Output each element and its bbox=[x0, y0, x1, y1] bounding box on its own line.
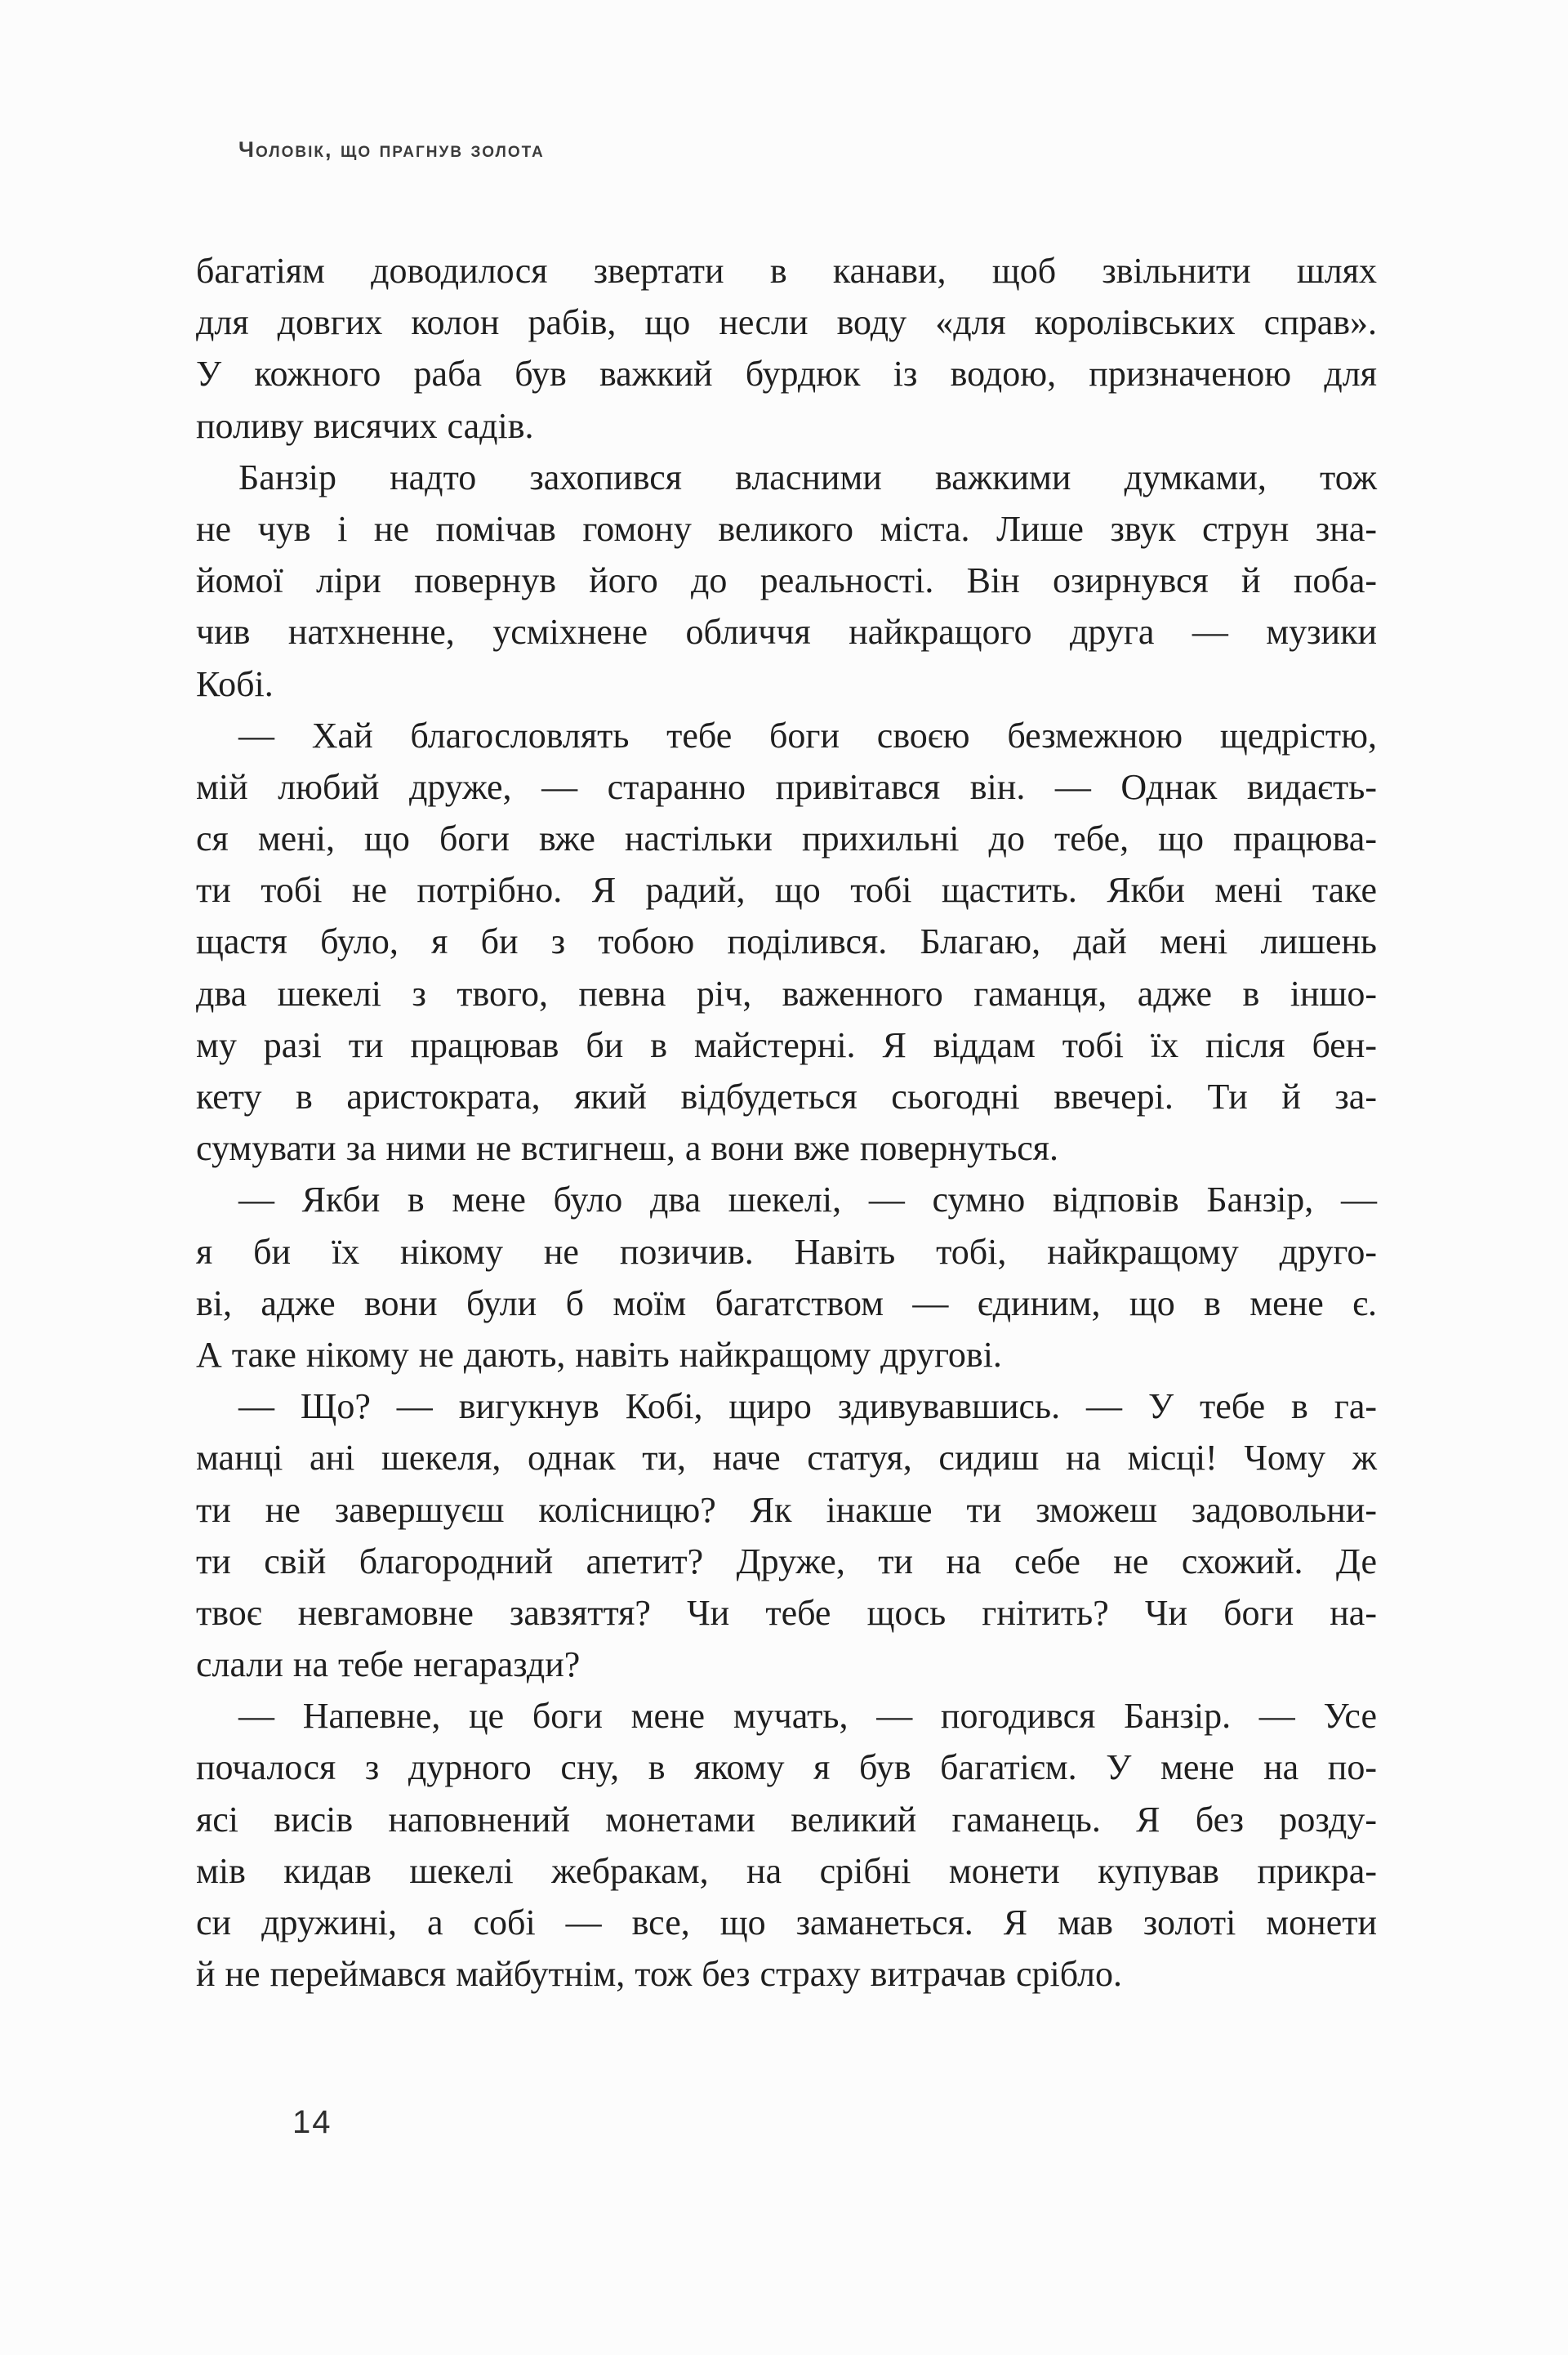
page-body bbox=[196, 245, 1377, 2000]
page-number: 14 bbox=[292, 2104, 332, 2140]
text-line: А таке нікому не дають, навіть найкращому другові. bbox=[196, 1334, 1002, 1375]
text-line: У кожного раба був важкий бурдюк із водою, призначеною для bbox=[196, 354, 1377, 395]
text-line: кету в аристократа, який відбудеться сьогодні ввечері. Ти й за- bbox=[196, 1077, 1377, 1117]
text-line: слали на тебе негаразди? bbox=[196, 1644, 581, 1685]
text-line: — Якби в мене було два шекелі, — сумно відповів Банзір, — bbox=[238, 1180, 1377, 1220]
text-line: манці ані шекеля, однак ти, наче статуя, сидиш на місці! Чому ж bbox=[196, 1438, 1377, 1479]
text-line: му разі ти працював би в майстерні. Я віддам тобі їх після бен- bbox=[196, 1024, 1377, 1065]
text-line: два шекелі з твого, певна річ, важенного гаманця, адже в іншо- bbox=[196, 973, 1377, 1014]
text-line: ти тобі не потрібно. Я радий, що тобі щастить. Якби мені таке bbox=[196, 870, 1377, 911]
text-line: не чув і не помічав гомону великого міста. Лише звук струн зна- bbox=[196, 508, 1377, 549]
text-line: щастя було, я би з тобою поділився. Благаю, дай мені лишень bbox=[196, 921, 1377, 962]
text-line: — Хай благословлять тебе боги своєю безмежною щедрістю, bbox=[238, 715, 1377, 756]
text-line: й не переймався майбутнім, тож без страху витрачав срібло. bbox=[196, 1954, 1122, 1995]
text-line: сумувати за ними не встигнеш, а вони вже повернуться. bbox=[196, 1128, 1059, 1169]
text-line: я би їх нікому не позичив. Навіть тобі, найкращому друго- bbox=[196, 1231, 1377, 1272]
text-line: для довгих колон рабів, що несли воду «для королівських справ». bbox=[196, 302, 1377, 343]
text-line: твоє невгамовне завзяття? Чи тебе щось гнітить? Чи боги на- bbox=[196, 1592, 1377, 1633]
text-line: — Напевне, це боги мене мучать, — погодився Банзір. — Усе bbox=[238, 1696, 1377, 1737]
text-line: ти не завершуєш колісницю? Як інакше ти зможеш задовольни- bbox=[196, 1489, 1377, 1530]
running-header: Чоловік, що прагнув золота bbox=[238, 137, 545, 162]
text-line: — Що? — вигукнув Кобі, щиро здивувавшись. — У тебе в га- bbox=[238, 1386, 1377, 1427]
text-line: почалося з дурного сну, в якому я був багатієм. У мене на по- bbox=[196, 1747, 1377, 1788]
text-line: поливу висячих садів. bbox=[196, 405, 534, 446]
text-line: ясі висів наповнений монетами великий гаманець. Я без розду- bbox=[196, 1799, 1377, 1840]
text-line: ти свій благородний апетит? Друже, ти на себе не схожий. Де bbox=[196, 1541, 1377, 1581]
text-line: си дружині, а собі — все, що заманеться. Я мав золоті монети bbox=[196, 1902, 1377, 1942]
text-line: чив натхненне, усміхнене обличчя найкращого друга — музики bbox=[196, 612, 1377, 653]
text-line: ві, адже вони були б моїм багатством — єдиним, що в мене є. bbox=[196, 1282, 1377, 1323]
text-line: йомої ліри повернув його до реальності. Він озирнувся й поба- bbox=[196, 560, 1377, 601]
text-line: багатіям доводилося звертати в канави, щоб звільнити шлях bbox=[196, 251, 1377, 291]
text-line: мів кидав шекелі жебракам, на срібні монети купував прикра- bbox=[196, 1850, 1377, 1891]
text-line: Кобі. bbox=[196, 663, 274, 704]
text-line: Банзір надто захопився власними важкими думками, тож bbox=[238, 457, 1377, 497]
text-line: мій любий друже, — старанно привітався він. — Однак видаєть- bbox=[196, 766, 1377, 807]
text-line: ся мені, що боги вже настільки прихильні до тебе, що працюва- bbox=[196, 818, 1377, 859]
